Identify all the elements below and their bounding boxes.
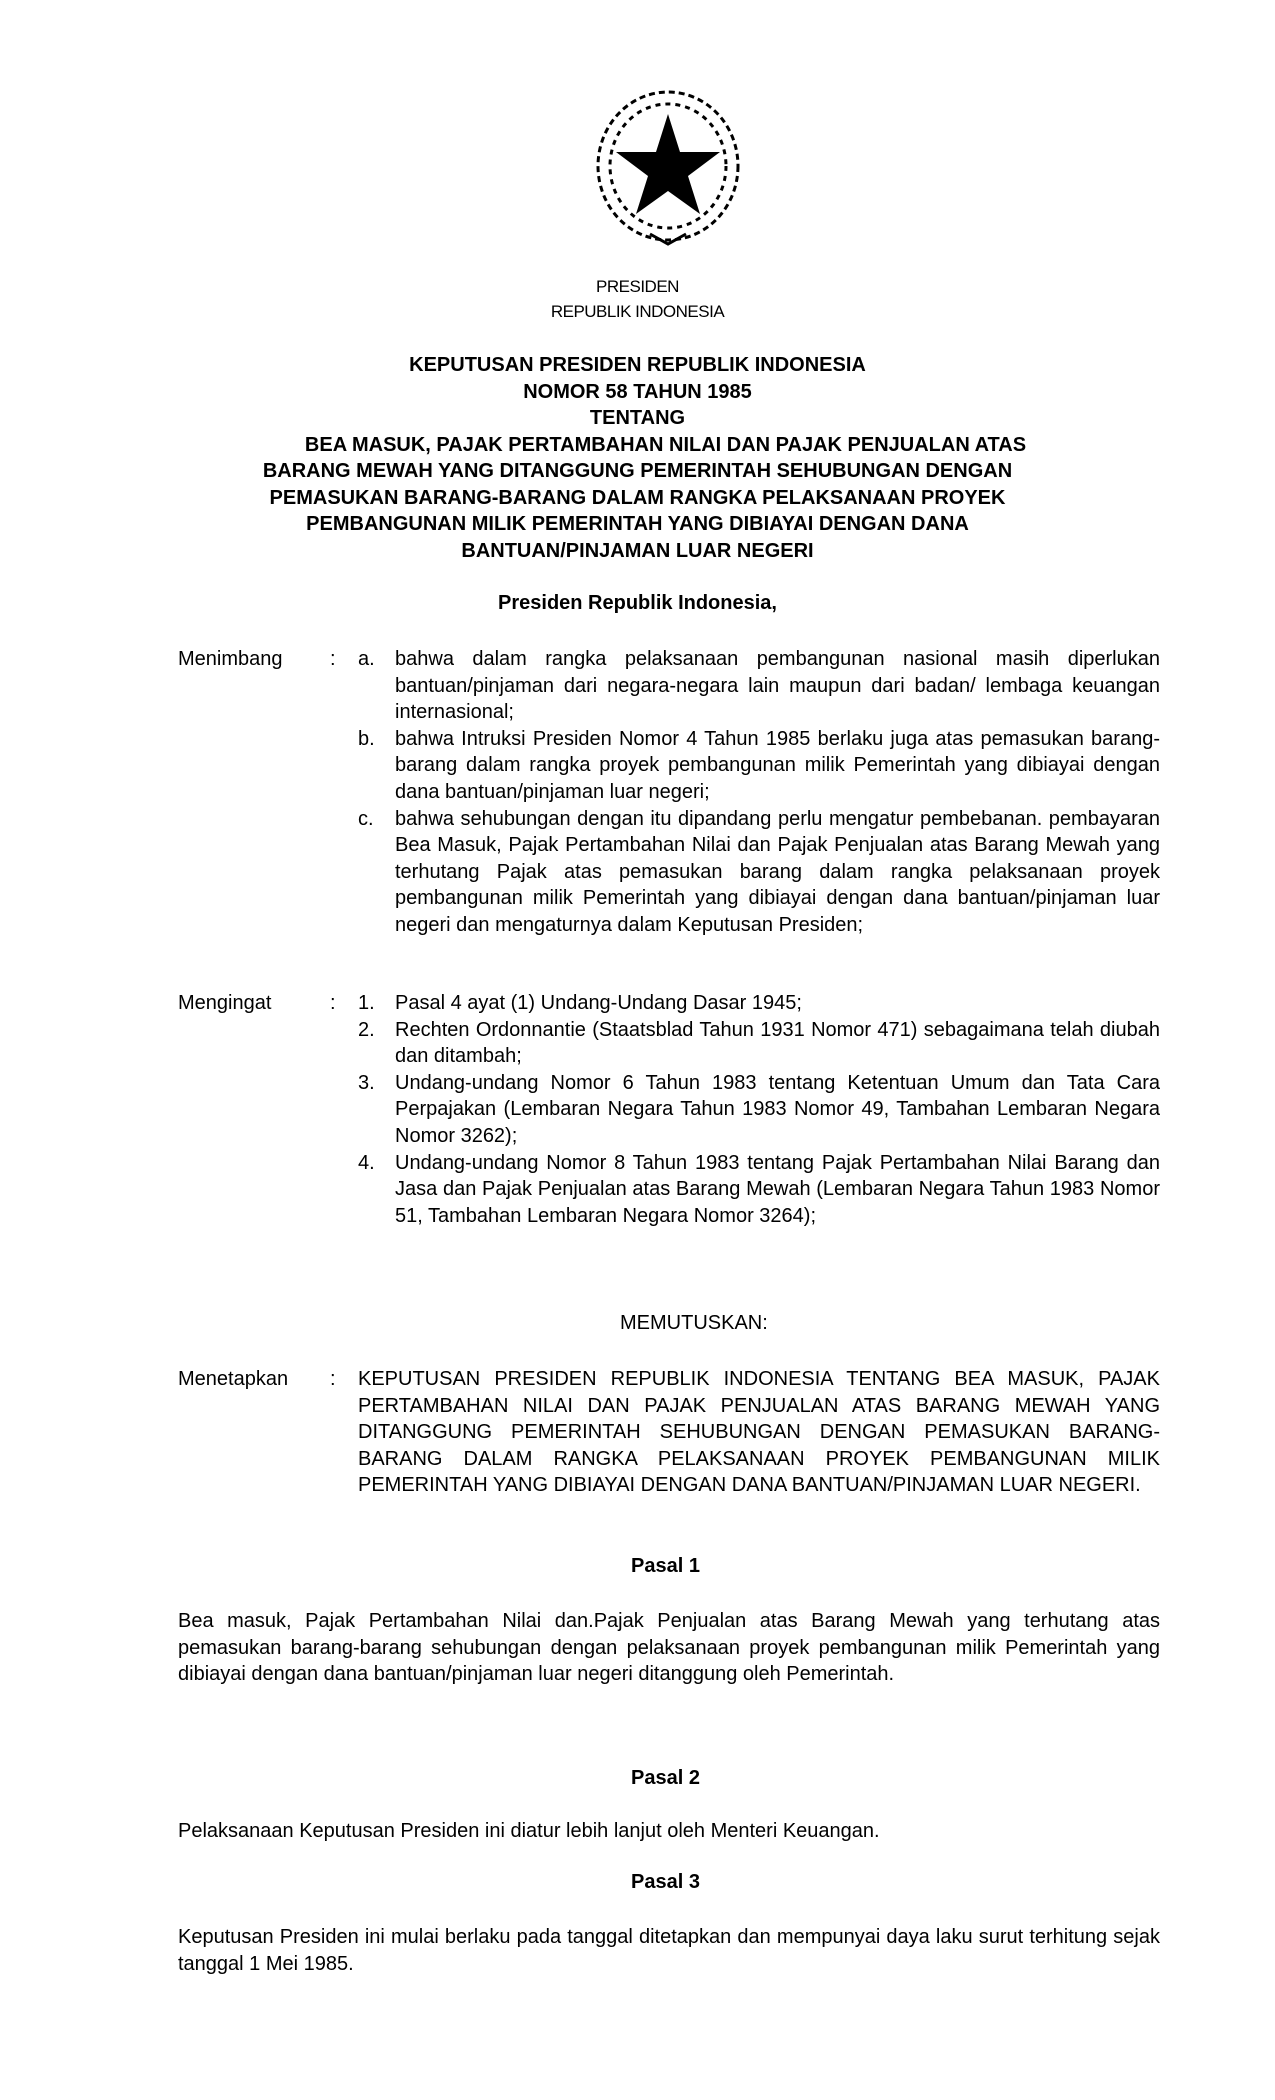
document-title xyxy=(0,352,1275,564)
item-text: Pasal 4 ayat (1) Undang-Undang Dasar 1945; xyxy=(395,992,802,1014)
item-marker: 4. xyxy=(358,1151,375,1174)
item-marker: b. xyxy=(358,727,375,750)
colon: : xyxy=(330,1368,336,1390)
title-line: BEA MASUK, PAJAK PERTAMBAHAN NILAI DAN PAJAK PENJUALAN ATAS xyxy=(304,433,1027,456)
item-text: Undang-undang Nomor 6 Tahun 1983 tentang Ketentuan Umum dan Tata Cara Perpajakan (Lembaran Negara Tahun 1983 Nomor 49, Tambahan Lembaran Negara Nomor 3262); xyxy=(395,1071,1160,1147)
list-item xyxy=(358,806,1160,939)
title-line: KEPUTUSAN PRESIDEN REPUBLIK INDONESIA xyxy=(409,354,866,376)
title-line: PEMASUKAN BARANG-BARANG DALAM RANGKA PELAKSANAAN PROYEK xyxy=(269,486,1006,509)
list-item xyxy=(358,1070,1160,1150)
menimbang-label: Menimbang xyxy=(178,648,283,670)
pasal-3-heading: Pasal 3 xyxy=(631,1871,700,1893)
title-line: BARANG MEWAH YANG DITANGGUNG PEMERINTAH SEHUBUNGAN DENGAN xyxy=(262,460,1013,482)
pasal-1-text: Bea masuk, Pajak Pertambahan Nilai dan.Pajak Penjualan atas Barang Mewah yang terhutang atas pemasukan barang-barang sehubungan dengan pelaksanaan proyek pembangunan milik Pemerintah yang dibiayai dengan dana bantuan/pinjaman luar negeri ditanggung oleh Pemerintah. xyxy=(178,1610,1160,1686)
list-item xyxy=(358,1150,1160,1230)
mengingat-label: Mengingat xyxy=(178,992,272,1014)
item-marker: 3. xyxy=(358,1071,375,1094)
title-line: NOMOR 58 TAHUN 1985 xyxy=(523,380,752,403)
list-item xyxy=(358,646,1160,726)
letterhead-line1: PRESIDEN xyxy=(596,277,679,296)
item-text: Undang-undang Nomor 8 Tahun 1983 tentang Pajak Pertambahan Nilai Barang dan Jasa dan Pajak Penjualan atas Barang Mewah (Lembaran Negara Tahun 1983 Nomor 51, Tambahan Lembaran Negara Nomor 3264); xyxy=(395,1151,1160,1227)
title-line: BANTUAN/PINJAMAN LUAR NEGERI xyxy=(461,539,814,562)
letterhead-line2: REPUBLIK INDONESIA xyxy=(550,302,725,321)
item-marker: c. xyxy=(358,807,374,830)
menimbang-section xyxy=(178,646,1160,939)
item-marker: a. xyxy=(358,648,375,670)
mengingat-section xyxy=(178,990,1160,1229)
item-text: bahwa Intruksi Presiden Nomor 4 Tahun 1985 berlaku juga atas pemasukan barang-barang dalam rangka proyek pembangunan milik Pemerintah yang dibiayai dengan dana bantuan/pinjaman luar negeri; xyxy=(395,727,1160,803)
title-line: PEMBANGUNAN MILIK PEMERINTAH YANG DIBIAYAI DENGAN DANA xyxy=(306,513,969,535)
menetapkan-text: KEPUTUSAN PRESIDEN REPUBLIK INDONESIA TENTANG BEA MASUK, PAJAK PERTAMBAHAN NILAI DAN PAJAK PENJUALAN ATAS BARANG MEWAH YANG DITANGGUNG PEMERINTAH SEHUBUNGAN DENGAN PEMASUKAN BARANG-BARANG DALAM RANGKA PELAKSANAAN PROYEK PEMBANGUNAN MILIK PEMERINTAH YANG DIBIAYAI DENGAN DANA BANTUAN/PINJAMAN LUAR NEGERI. xyxy=(358,1368,1160,1497)
menetapkan-label: Menetapkan xyxy=(178,1368,289,1390)
menetapkan-section xyxy=(178,1366,1160,1499)
colon: : xyxy=(330,992,336,1014)
list-item xyxy=(358,1017,1160,1070)
title-line: TENTANG xyxy=(589,407,686,429)
pasal-3-text: Keputusan Presiden ini mulai berlaku pada tanggal ditetapkan dan mempunyai daya laku surut terhitung sejak tanggal 1 Mei 1985. xyxy=(178,1926,1160,1975)
opening: Presiden Republik Indonesia, xyxy=(498,592,777,614)
pasal-2-text: Pelaksanaan Keputusan Presiden ini diatur lebih lanjut oleh Menteri Keuangan. xyxy=(178,1820,880,1842)
pasal-2-heading: Pasal 2 xyxy=(631,1767,700,1789)
letterhead xyxy=(0,274,1275,324)
colon: : xyxy=(330,648,336,670)
list-item xyxy=(358,726,1160,806)
item-marker: 1. xyxy=(358,992,375,1014)
list-item xyxy=(358,990,1160,1017)
memutuskan-heading: MEMUTUSKAN: xyxy=(620,1312,768,1334)
item-text: bahwa dalam rangka pelaksanaan pembangunan nasional masih diperlukan bantuan/pinjaman dari negara-negara lain maupun dari badan/ lembaga keuangan internasional; xyxy=(395,648,1160,724)
item-text: Rechten Ordonnantie (Staatsblad Tahun 1931 Nomor 471) sebagaimana telah diubah dan ditambah; xyxy=(395,1018,1160,1068)
pasal-1-heading: Pasal 1 xyxy=(631,1555,700,1577)
item-text: bahwa sehubungan dengan itu dipandang perlu mengatur pembebanan. pembayaran Bea Masuk, Pajak Pertambahan Nilai dan Pajak Penjualan atas Barang Mewah yang terhutang Pajak atas pemasukan barang dalam rangka pelaksanaan proyek pembangunan milik Pemerintah yang dibiayai dengan dana bantuan/pinjaman luar negeri dan mengaturnya dalam Keputusan Presiden; xyxy=(395,807,1160,936)
presidential-emblem-icon xyxy=(588,84,748,252)
item-marker: 2. xyxy=(358,1018,375,1041)
